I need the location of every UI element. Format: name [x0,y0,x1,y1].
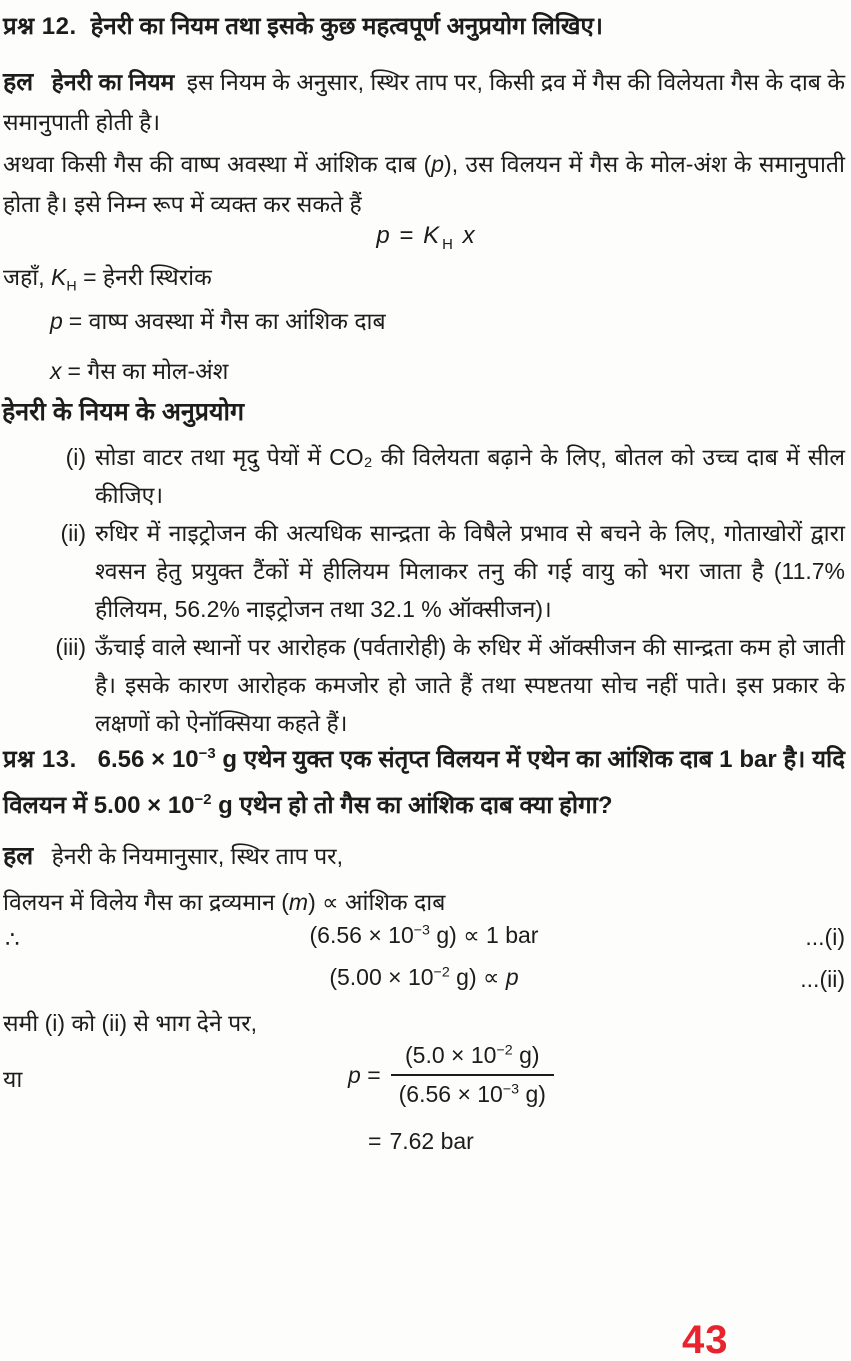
list-item [3,514,845,628]
where-clause [3,260,212,295]
solution-13-intro-text: हेनरी के नियमानुसार, स्थिर ताप पर, [51,843,343,869]
equation-ii-row [3,964,845,1004]
equation-ii-rhs: g) ∝ [449,964,506,990]
divide-equations-note: समी (i) को (ii) से भाग देने पर, [3,1010,258,1036]
henrys-law-alternate-statement [3,144,845,224]
question-13-exponent2: −2 [194,792,212,808]
list-item-marker: (ii) [60,520,86,546]
therefore-symbol: ∴ [5,926,20,952]
fraction-p-variable: p [348,1061,361,1088]
henrys-law-formula [0,222,851,253]
equation-ii-base: (5.00 × 10 [329,964,434,990]
page-number: 43 [682,1318,729,1361]
numerator-unit: g) [512,1042,540,1068]
formula-K-subscript: H [442,236,453,253]
question-12-heading [3,6,845,47]
question-13-mass1: 6.56 × 10 [97,746,199,773]
list-item-marker: (iii) [55,634,86,660]
definition-x-variable: x [50,358,62,384]
definition-x-text: = गैस का मोल-अंश [67,358,229,384]
equation-i-tag: ...(i) [805,924,845,950]
proportionality-part1: विलयन में विलेय गैस का द्रव्यमान ( [3,889,289,915]
definition-p-variable: p [50,308,63,334]
formula-K: K [423,222,440,249]
equation-ii-tag: ...(ii) [800,966,845,992]
fraction-equals: = [367,1061,381,1088]
alt-statement-part1: अथवा किसी गैस की वाष्प अवस्था में आंशिक दाब ( [3,151,432,177]
formula-equals: = [399,222,414,249]
mass-variable: m [288,889,309,915]
question-12-text: हेनरी का नियम तथा इसके कुछ महत्वपूर्ण अनुप्रयोग लिखिए। [90,13,603,40]
applications-heading: हेनरी के नियम के अनुप्रयोग [2,398,245,426]
definition-p [50,304,386,336]
pressure-fraction-equation [348,1042,554,1108]
proportionality-statement [3,882,845,922]
definition-p-text: = वाष्प अवस्था में गैस का आंशिक दाब [68,308,386,334]
alt-statement-part2: ), उस विलयन में गैस के मोल-अंश के समानुपाती होता है। इसे निम्न रूप में व्यक्त कर सकते हैं [3,151,846,217]
formula-x: x [462,222,475,249]
where-definition: = हेनरी स्थिरांक [83,264,212,290]
list-item-marker: (i) [65,444,86,470]
equation-i-base: (6.56 × 10 [309,922,414,948]
numerator-base: (5.0 × 10 [405,1042,497,1068]
formula-p: p [376,222,390,249]
result-equals: = [368,1128,382,1154]
or-label: या [3,1066,23,1092]
henrys-law-subheading: हेनरी का नियम [51,69,175,95]
where-K: K [51,264,67,290]
fraction [391,1042,554,1108]
question-13-text-end: g एथेन हो तो गैस का आंशिक दाब क्या होगा? [211,792,613,819]
question-13-label: प्रश्न 13. [3,746,77,773]
applications-list [3,438,845,742]
result-line [368,1128,474,1155]
proportionality-part2: ) ∝ आंशिक दाब [308,889,446,915]
solution-13-label: हल [3,842,34,870]
result-value: 7.62 bar [389,1128,474,1154]
where-K-subscript: H [66,278,77,295]
henrys-law-statement: इस नियम के अनुसार, स्थिर ताप पर, किसी द्रव में गैस की विलेयता गैस के दाब के समानुपाती होती है। [3,69,846,135]
equation-ii-exponent: −2 [433,964,450,981]
fraction-lhs [348,1062,381,1089]
question-12-label: प्रश्न 12. [3,13,77,40]
numerator-exponent: −2 [496,1042,513,1059]
equation-i-exponent: −3 [413,922,430,939]
equation-i-rhs: g) ∝ 1 bar [429,922,539,948]
solution-12-intro [3,62,845,142]
question-13-exponent1: −3 [198,746,216,762]
equation-ii-p-variable: p [505,964,519,990]
definition-x [50,354,228,386]
question-13-heading [3,734,845,826]
list-item-text: रुधिर में नाइट्रोजन की अत्यधिक सान्द्रता के विषैले प्रभाव से बचने के लिए, गोताखोरों द्वारा श्वसन हेतु प्रयुक्त टैंकों में हीलियम मिलाकर तनु की गई वायु को भरा जाता है (11.7% हीलियम, 56.2% नाइट्रोजन तथा 32.1 % ऑक्सीजन)। [95,520,845,622]
solution-12-label: हल [3,68,34,96]
pressure-variable: p [431,151,445,177]
solution-13-intro [3,836,845,876]
denominator-base: (6.56 × 10 [398,1081,503,1107]
denominator-unit: g) [519,1081,546,1107]
where-word: जहाँ, [3,264,45,290]
list-item [3,628,845,742]
list-item-text: सोडा वाटर तथा मृदु पेयों में CO₂ की विलेयता बढ़ाने के लिए, बोतल को उच्च दाब में सील कीजिए। [95,444,845,508]
fraction-numerator [391,1042,554,1076]
question-13-text-mid: g एथेन युक्त एक संतृप्त विलयन में एथेन का आंशिक दाब 1 bar है। यदि विलयन में 5.00 × 10 [3,746,846,819]
list-item-text: ऊँचाई वाले स्थानों पर आरोहक (पर्वतारोही) के रुधिर में ऑक्सीजन की सान्द्रता कम हो जाती है। इसके कारण आरोहक कमजोर हो जाते हैं तथा स्पष्टतया सोच नहीं पाते। इस प्रकार के लक्षणों को ऐनॉक्सिया कहते हैं। [95,634,845,736]
equation-i [3,922,845,949]
equation-ii [3,964,845,991]
denominator-exponent: −3 [502,1081,520,1098]
equation-i-row [3,922,845,962]
list-item [3,438,845,514]
fraction-denominator [391,1076,554,1108]
